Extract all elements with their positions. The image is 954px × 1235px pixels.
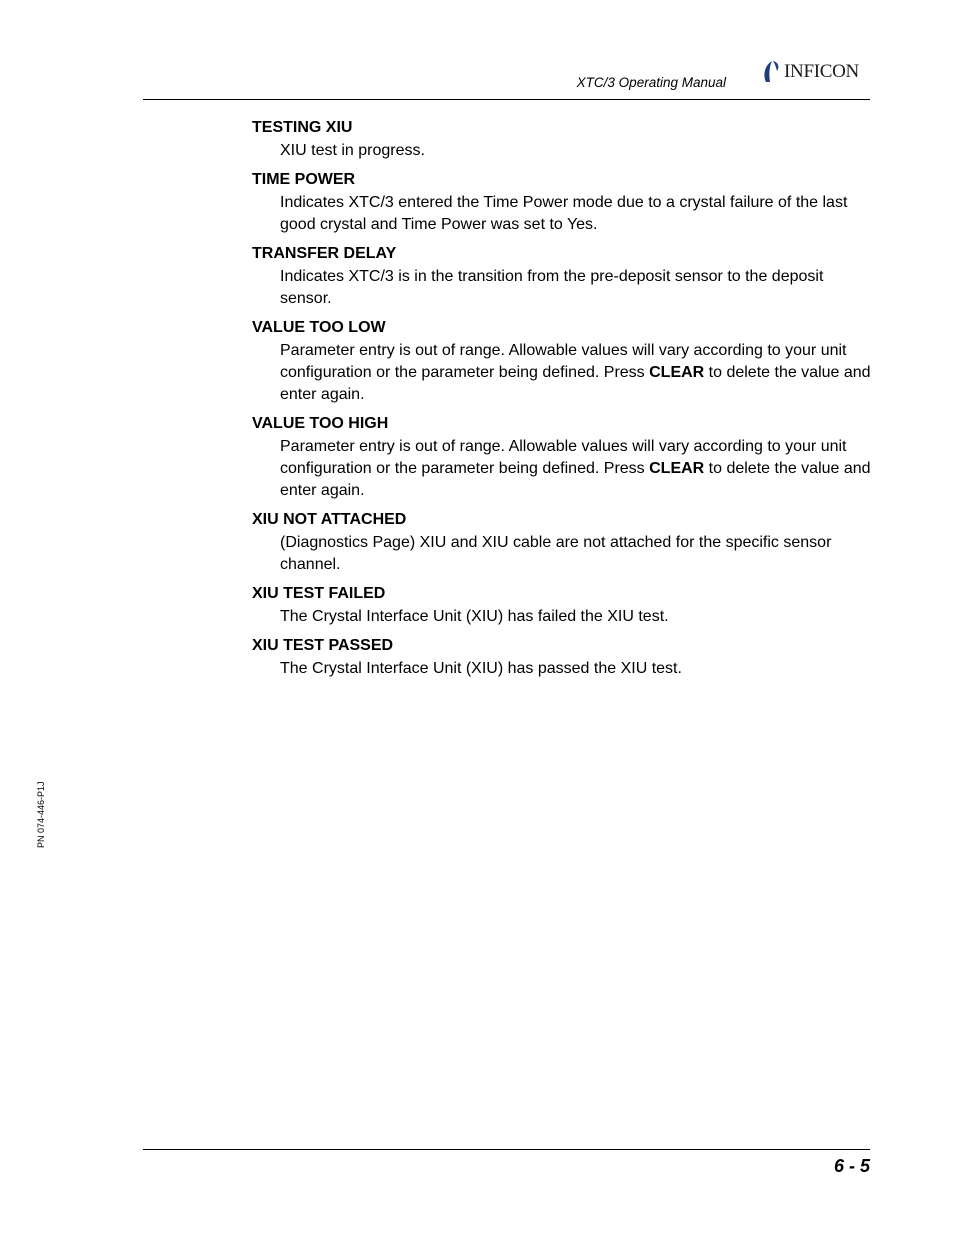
message-description: [280, 340, 872, 406]
description-text: (Diagnostics Page) XIU and XIU cable are not attached for the specific sensor channel.: [280, 534, 832, 573]
message-entry: [252, 118, 872, 162]
message-term: TIME POWER: [252, 171, 356, 188]
message-entry: [252, 414, 872, 502]
message-term: VALUE TOO HIGH: [252, 415, 389, 432]
message-term: VALUE TOO LOW: [252, 319, 386, 336]
header-rule: [143, 99, 870, 100]
message-description: [280, 436, 872, 502]
description-text: to delete the value and enter again.: [280, 460, 871, 499]
message-entry: [252, 244, 872, 310]
description-text: Indicates XTC/3 is in the transition from the pre-deposit sensor to the deposit sensor.: [280, 268, 824, 307]
message-entry: [252, 636, 872, 680]
description-text: Parameter entry is out of range. Allowable values will vary according to your unit configuration or the parameter being defined. Press: [280, 438, 847, 477]
message-description: [280, 192, 872, 236]
message-entry: [252, 318, 872, 406]
brand-name: INFICON: [784, 61, 859, 82]
manual-title: XTC/3 Operating Manual: [576, 75, 726, 90]
inficon-logo: [760, 58, 872, 84]
message-term: XIU TEST PASSED: [252, 637, 394, 654]
part-number: PN 074-446-P1J: [36, 781, 46, 848]
key-name: CLEAR: [649, 364, 705, 381]
message-term: XIU NOT ATTACHED: [252, 511, 407, 528]
message-term: TESTING XIU: [252, 119, 353, 136]
message-entry: [252, 170, 872, 236]
description-text: XIU test in progress.: [280, 142, 425, 159]
description-text: The Crystal Interface Unit (XIU) has failed the XIU test.: [280, 608, 669, 625]
footer-rule: [143, 1149, 870, 1150]
message-entry: [252, 584, 872, 628]
message-term: XIU TEST FAILED: [252, 585, 386, 602]
key-name: CLEAR: [649, 460, 705, 477]
message-description: [280, 266, 872, 310]
description-text: to delete the value and enter again.: [280, 364, 871, 403]
message-description: [280, 606, 872, 628]
message-list: [252, 118, 872, 688]
page-number: 6 - 5: [833, 1156, 870, 1176]
description-text: The Crystal Interface Unit (XIU) has passed the XIU test.: [280, 660, 682, 677]
inficon-logo-icon: [760, 58, 782, 84]
description-text: Indicates XTC/3 entered the Time Power mode due to a crystal failure of the last good crystal and Time Power was set to Yes.: [280, 194, 848, 233]
message-description: [280, 532, 872, 576]
message-description: [280, 140, 872, 162]
description-text: Parameter entry is out of range. Allowable values will vary according to your unit configuration or the parameter being defined. Press: [280, 342, 847, 381]
message-entry: [252, 510, 872, 576]
message-term: TRANSFER DELAY: [252, 245, 397, 262]
message-description: [280, 658, 872, 680]
